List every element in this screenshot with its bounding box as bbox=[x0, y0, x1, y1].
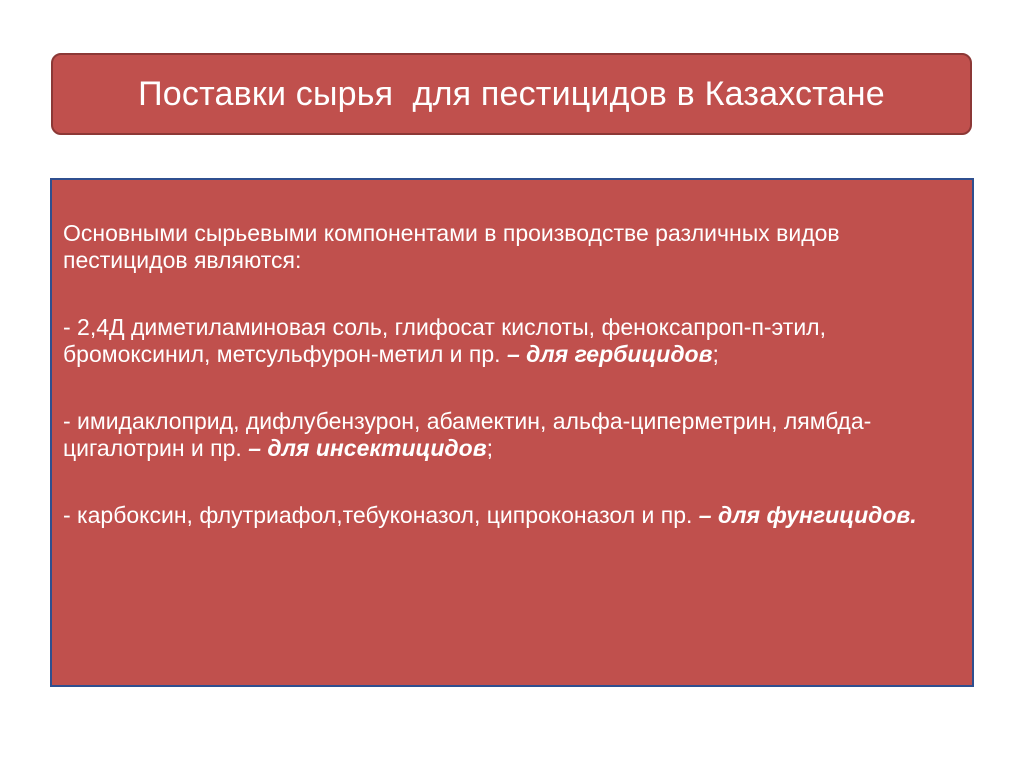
slide-title-box bbox=[51, 53, 972, 135]
list-item-fungicides bbox=[63, 502, 952, 529]
list-item-emphasis: – для гербицидов bbox=[506, 341, 713, 367]
list-item-text: - 2,4Д диметиламиновая соль, глифосат кислоты, феноксапроп-п-этил, бромоксинил, метсульфурон-метил и пр. bbox=[63, 314, 826, 367]
intro-paragraph: Основными сырьевыми компонентами в производстве различных видов пестицидов являются: bbox=[63, 220, 840, 273]
slide-title: Поставки сырья для пестицидов в Казахстане bbox=[138, 74, 885, 113]
list-item-emphasis: – для фунгицидов. bbox=[698, 502, 917, 528]
list-item-herbicides bbox=[63, 314, 952, 368]
slide-content-box bbox=[50, 178, 974, 687]
list-item-text: - имидаклоприд, дифлубензурон, абамектин, альфа-циперметрин, лямбда-цигалотрин и пр. bbox=[63, 408, 872, 461]
list-item-insecticides bbox=[63, 408, 952, 462]
list-item-suffix: ; bbox=[712, 341, 719, 367]
list-item-suffix: ; bbox=[486, 435, 493, 461]
list-item-text: - карбоксин, флутриафол,тебуконазол, ципроконазол и пр. bbox=[63, 502, 699, 528]
list-item-emphasis: – для инсектицидов bbox=[248, 435, 487, 461]
